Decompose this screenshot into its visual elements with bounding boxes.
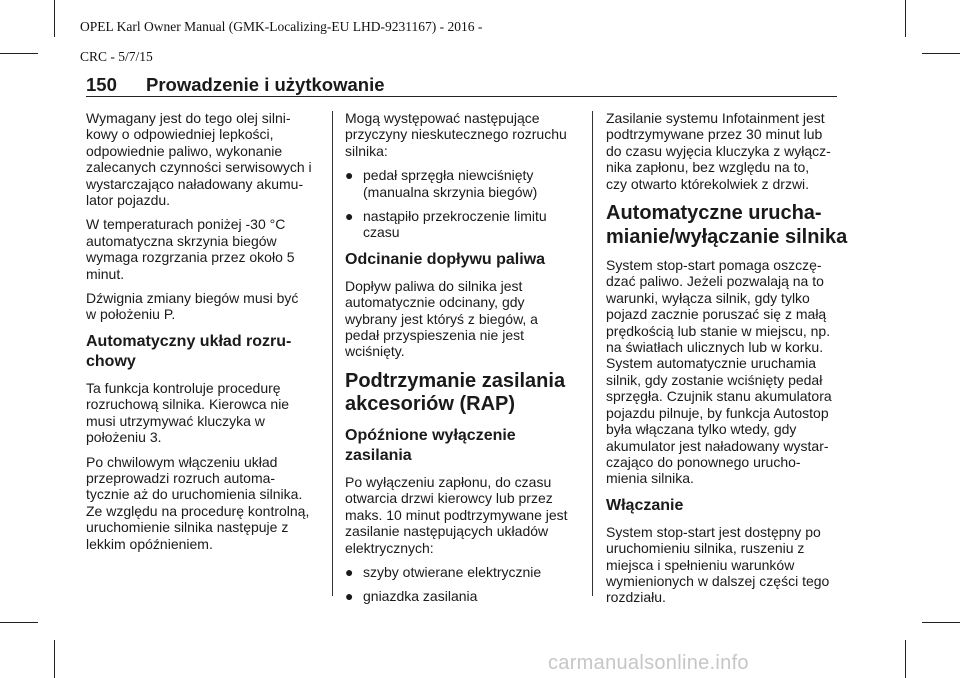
list-item <box>345 588 585 604</box>
paragraph: W temperaturach poniżej -30 °C automatyczna skrzynia biegów wymaga rozgrzania przez około 5 minut. <box>86 216 295 282</box>
bullet-icon: ● <box>345 588 354 605</box>
heading-rap: Podtrzymanie zasilania akcesoriów (RAP) <box>345 369 566 416</box>
document-header <box>80 4 482 79</box>
bullet-icon: ● <box>345 208 354 225</box>
page-title: Prowadzenie i użytkowanie <box>146 74 385 95</box>
list-item-text: nastąpiło przekroczenie limitu czasu <box>363 208 547 241</box>
column-divider <box>332 111 333 596</box>
paragraph: Po chwilowym włączeniu układ przeprowadzi rozruch automa- tycznie aż do uruchomienia silnika. Ze względu na procedurę kontrolną, uruchomienie silnika następuje z lekkim opóźnieniem. <box>86 453 310 552</box>
list-item-text: pedał sprzęgła niewciśnięty (manualna skrzynia biegów) <box>363 167 538 200</box>
paragraph: System stop-start jest dostępny po uruchomieniu silnika, ruszeniu z miejsca i spełnieniu warunków wymienionych w dalszej części tego rozdziału. <box>606 523 830 606</box>
list-item <box>345 167 585 200</box>
heading-autostop: Automatyczne urucha- mianie/wyłączanie silnika <box>606 202 848 248</box>
subheading-activation: Włączanie <box>606 496 684 514</box>
crop-mark <box>54 0 55 37</box>
bullet-icon: ● <box>345 167 354 184</box>
column-3 <box>606 110 856 614</box>
list-item-text: gniazdka zasilania <box>363 588 478 605</box>
crop-mark <box>0 53 38 54</box>
paragraph: Mogą występować następujące przyczyny nieskutecznego rozruchu silnika: <box>345 110 567 159</box>
subheading-auto-start: Automatyczny układ rozru- chowy <box>86 332 292 370</box>
page-title-row <box>86 74 837 98</box>
paragraph: Dopływ paliwa do silnika jest automatycznie odcinany, gdy wybrany jest któryś z biegów, a pedał przyspieszenia nie jest wciśnięty. <box>345 277 538 360</box>
paragraph: Dźwignia zmiany biegów musi być w położeniu P. <box>86 290 299 323</box>
list-item <box>345 564 585 580</box>
paragraph: Ta funkcja kontroluje procedurę rozruchową silnika. Kierowca nie musi utrzymywać kluczyka w położeniu 3. <box>86 379 290 446</box>
page-number: 150 <box>86 74 117 95</box>
watermark: carmanualsonline.info <box>548 652 749 674</box>
list-item <box>345 208 585 241</box>
subheading-delayed-off: Opóźnione wyłączenie zasilania <box>345 426 516 464</box>
paragraph: Zasilanie systemu Infotainment jest podtrzymywane przez 30 minut lub do czasu wyjęcia kluczyka z wyłącz- nika zapłonu, bez względu na to, czy otwarto którekolwiek z drzwi. <box>606 110 831 192</box>
crop-mark <box>905 640 906 678</box>
column-divider <box>592 111 593 596</box>
crop-mark <box>905 0 906 37</box>
header-line-2: CRC - 5/7/15 <box>80 49 153 64</box>
header-line-1: OPEL Karl Owner Manual (GMK-Localizing-EU LHD-9231167) - 2016 - <box>80 19 483 34</box>
column-1 <box>86 110 328 560</box>
list-item-text: szyby otwierane elektrycznie <box>363 563 542 580</box>
paragraph: Wymagany jest do tego olej silni- kowy o odpowiedniej lepkości, odpowiednie paliwo, wykonanie zalecanych czynności serwisowych i wystarczająco naładowany akumu- lator pojazdu. <box>86 110 312 209</box>
paragraph: Po wyłączeniu zapłonu, do czasu otwarcia drzwi kierowcy lub przez maks. 10 minut podtrzymywane jest zasilanie następujących układów elektrycznych: <box>345 473 568 556</box>
subheading-fuel-cutoff: Odcinanie dopływu paliwa <box>345 250 546 268</box>
crop-mark <box>922 53 960 54</box>
crop-mark <box>0 622 38 623</box>
bullet-icon: ● <box>345 563 354 580</box>
crop-mark <box>54 640 55 678</box>
title-divider <box>86 96 837 97</box>
column-2 <box>345 110 585 613</box>
paragraph: System stop-start pomaga oszczę- dzać paliwo. Jeżeli pozwalają na to warunki, wyłącza silnik, gdy tylko pojazd zacznie poruszać się z małą prędkością lub stanie w miejscu, np. na światłach ulicznych lub w korku. System automatycznie uruchamia silnik, gdy zostanie wciśnięty pedał sprzęgła. Czujnik stanu akumulatora pojazdu pilnuje, by funkcja Autostop była włączana tylko wtedy, gdy akumulator jest naładowany wystar- czająco do ponownego urucho- mienia silnika. <box>606 257 832 487</box>
crop-mark <box>922 622 960 623</box>
